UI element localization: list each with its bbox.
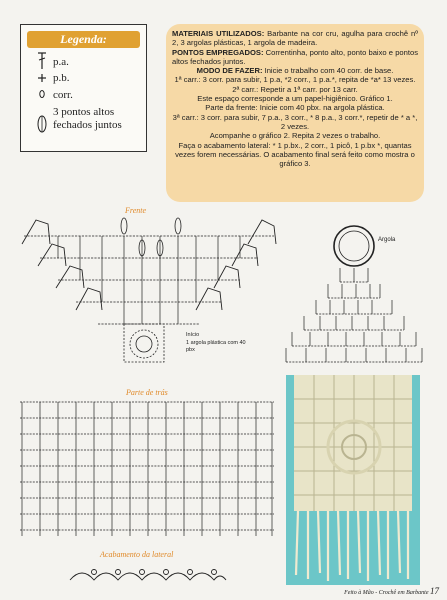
tras-caption: Parte de trás [126,388,168,397]
legend-label-sc: p.b. [53,72,70,84]
modo-line: 1ª carr.: 3 corr. para subir, 1 p.a, *2 corr., 1 p.a.*, repita de *a* 13 vezes. [174,75,416,85]
modo-line: Este espaço corresponde a um papel-higiênico. Gráfico 1. [197,94,393,104]
page-number: 17 [430,586,439,596]
lateral-caption: Acabamento da lateral [100,550,174,559]
start-ring [124,324,164,362]
modo-line: 3ª carr.: 3 corr. para subir, 7 p.a., 3 corr., * 8 p.a., 3 corr.*, repetir de * a *, 2 vezes. [172,112,418,131]
cluster-icon [31,114,53,134]
modo-paragraph [172,66,418,75]
modo-line: Inicie o trabalho com 40 corr. de base. [264,66,394,76]
materiais-text: Barbante na cor cru, agulha para crochê nº 2, 3 argolas plásticas, 1 argola de madeira. [172,29,418,48]
pontos-text: Correntinha, ponto alto, ponto baixo e pontos altos fechados juntos. [172,47,418,66]
legend-label-ch: corr. [53,89,73,101]
legend-box [20,24,147,152]
pyramid-rows [286,282,422,362]
oval-icon [31,89,53,99]
page-footer [344,586,439,596]
legend-label-dc: p.a. [53,56,69,68]
legend-item-sc [31,72,146,85]
legend-title: Legenda: [27,31,140,48]
pontos-paragraph [172,48,418,67]
legend-item-cluster [31,106,146,134]
tras-chart [18,398,276,540]
legend-item-ch [31,89,146,102]
argola-label: Argola [378,237,396,243]
legend-label-cluster: 3 pontos altos fechados juntos [53,106,122,131]
inicio-label: Início [186,332,200,338]
modo-line: Acompanhe o gráfico 2. Repita 2 vezes o trabalho. [209,131,381,141]
cluster-stitches [121,218,181,256]
argola-chart [284,222,424,368]
plus-icon [31,72,53,84]
instructions-box [166,24,424,202]
legend-item-dc [31,52,146,70]
fan-shells [22,220,276,310]
pontos-title: PONTOS EMPREGADOS: [172,47,264,57]
modo-line: 2ª carr.: Repetir a 1ª carr. por 13 carr. [232,84,358,94]
materiais-title: MATERIAIS UTILIZADOS: [172,29,265,38]
product-photo [286,375,420,585]
modo-line: Faça o acabamento lateral: * 1 p.bx., 2 corr., 1 picô, 1 p.bx *, quantas vezes forem necessárias. O acabamento final será feito como mostra o gráfico 3. [175,140,415,169]
modo-title: MODO DE FAZER: [196,66,263,76]
grid-columns [22,402,272,536]
modo-line: Parte da frente: Inicie com 40 pbx. na argola plástica. [205,103,385,113]
inicio-note: 1 argola plástica com 40 pbx [186,340,246,353]
lateral-chart [68,562,228,584]
footer-text: Feito à Mão - Crochê em Barbante [344,590,429,596]
dc-icon [31,52,53,70]
materiais-paragraph [172,29,418,48]
frente-caption: Frente [125,206,147,215]
